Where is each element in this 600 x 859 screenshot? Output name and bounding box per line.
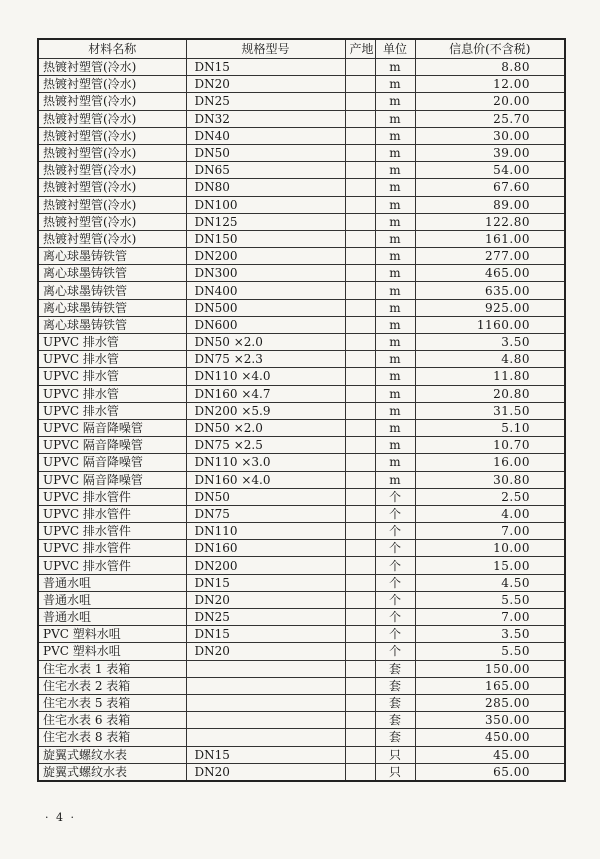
cell-unit: 套 xyxy=(375,694,415,711)
cell-spec: DN500 xyxy=(186,299,345,316)
table-row xyxy=(38,385,565,402)
cell-material-name: UPVC 排水管件 xyxy=(38,505,186,522)
cell-unit: 套 xyxy=(375,677,415,694)
cell-material-name: PVC 塑料水咀 xyxy=(38,626,186,643)
cell-spec: DN110 ×3.0 xyxy=(186,454,345,471)
cell-price: 39.00 xyxy=(415,144,565,161)
cell-price: 15.00 xyxy=(415,557,565,574)
cell-price: 10.70 xyxy=(415,437,565,454)
cell-spec xyxy=(186,694,345,711)
cell-spec: DN80 xyxy=(186,179,345,196)
cell-spec: DN50 xyxy=(186,144,345,161)
table-row xyxy=(38,110,565,127)
cell-spec: DN50 xyxy=(186,488,345,505)
cell-unit: 套 xyxy=(375,660,415,677)
table-row xyxy=(38,437,565,454)
cell-price: 31.50 xyxy=(415,402,565,419)
cell-spec: DN20 xyxy=(186,76,345,93)
table-row xyxy=(38,557,565,574)
table-row xyxy=(38,316,565,333)
table-row xyxy=(38,643,565,660)
cell-unit: m xyxy=(375,471,415,488)
cell-unit: m xyxy=(375,76,415,93)
cell-origin xyxy=(345,660,375,677)
cell-unit: m xyxy=(375,230,415,247)
cell-material-name: 普通水咀 xyxy=(38,609,186,626)
cell-unit: m xyxy=(375,248,415,265)
cell-origin xyxy=(345,694,375,711)
cell-material-name: UPVC 隔音降噪管 xyxy=(38,419,186,436)
table-header-row xyxy=(38,39,565,59)
cell-material-name: 热镀衬塑管(冷水) xyxy=(38,76,186,93)
table-row xyxy=(38,368,565,385)
cell-origin xyxy=(345,488,375,505)
cell-material-name: 热镀衬塑管(冷水) xyxy=(38,179,186,196)
cell-unit: m xyxy=(375,196,415,213)
cell-spec: DN125 xyxy=(186,213,345,230)
cell-origin xyxy=(345,574,375,591)
cell-origin xyxy=(345,179,375,196)
cell-price: 7.00 xyxy=(415,609,565,626)
table-row xyxy=(38,523,565,540)
table-row xyxy=(38,196,565,213)
cell-material-name: UPVC 排水管件 xyxy=(38,488,186,505)
table-row xyxy=(38,763,565,781)
cell-price: 5.10 xyxy=(415,419,565,436)
cell-origin xyxy=(345,351,375,368)
cell-origin xyxy=(345,93,375,110)
cell-unit: m xyxy=(375,368,415,385)
cell-origin xyxy=(345,402,375,419)
cell-origin xyxy=(345,316,375,333)
cell-unit: 个 xyxy=(375,540,415,557)
cell-origin xyxy=(345,505,375,522)
cell-origin xyxy=(345,609,375,626)
table-row xyxy=(38,505,565,522)
table-row xyxy=(38,351,565,368)
cell-spec: DN15 xyxy=(186,59,345,76)
cell-unit: m xyxy=(375,385,415,402)
cell-origin xyxy=(345,76,375,93)
cell-price: 20.00 xyxy=(415,93,565,110)
cell-origin xyxy=(345,162,375,179)
cell-material-name: 热镀衬塑管(冷水) xyxy=(38,110,186,127)
table-row xyxy=(38,540,565,557)
cell-price: 3.50 xyxy=(415,626,565,643)
cell-unit: m xyxy=(375,299,415,316)
cell-material-name: 热镀衬塑管(冷水) xyxy=(38,127,186,144)
cell-origin xyxy=(345,591,375,608)
cell-price: 1160.00 xyxy=(415,316,565,333)
cell-price: 89.00 xyxy=(415,196,565,213)
cell-material-name: 热镀衬塑管(冷水) xyxy=(38,213,186,230)
table-row xyxy=(38,59,565,76)
cell-unit: 只 xyxy=(375,763,415,781)
cell-spec: DN160 ×4.0 xyxy=(186,471,345,488)
cell-origin xyxy=(345,419,375,436)
table-row xyxy=(38,230,565,247)
table-row xyxy=(38,334,565,351)
header-material-name: 材料名称 xyxy=(38,39,186,59)
table-row xyxy=(38,93,565,110)
cell-unit: m xyxy=(375,419,415,436)
cell-origin xyxy=(345,540,375,557)
table-row xyxy=(38,127,565,144)
cell-origin xyxy=(345,385,375,402)
cell-price: 8.80 xyxy=(415,59,565,76)
cell-spec: DN300 xyxy=(186,265,345,282)
cell-price: 30.00 xyxy=(415,127,565,144)
cell-spec: DN400 xyxy=(186,282,345,299)
cell-origin xyxy=(345,454,375,471)
cell-spec: DN50 ×2.0 xyxy=(186,334,345,351)
cell-unit: 个 xyxy=(375,626,415,643)
cell-price: 5.50 xyxy=(415,643,565,660)
cell-spec: DN110 ×4.0 xyxy=(186,368,345,385)
cell-material-name: 离心球墨铸铁管 xyxy=(38,282,186,299)
cell-price: 67.60 xyxy=(415,179,565,196)
cell-material-name: UPVC 排水管件 xyxy=(38,540,186,557)
cell-material-name: UPVC 排水管 xyxy=(38,368,186,385)
cell-unit: 个 xyxy=(375,591,415,608)
cell-spec: DN75 xyxy=(186,505,345,522)
cell-unit: 个 xyxy=(375,643,415,660)
cell-spec xyxy=(186,729,345,746)
cell-unit: 个 xyxy=(375,609,415,626)
cell-material-name: 旋翼式螺纹水表 xyxy=(38,763,186,781)
cell-material-name: 住宅水表 2 表箱 xyxy=(38,677,186,694)
cell-material-name: 离心球墨铸铁管 xyxy=(38,248,186,265)
cell-material-name: 普通水咀 xyxy=(38,591,186,608)
cell-origin xyxy=(345,282,375,299)
cell-unit: m xyxy=(375,265,415,282)
cell-origin xyxy=(345,746,375,763)
cell-material-name: UPVC 排水管 xyxy=(38,334,186,351)
table-row xyxy=(38,694,565,711)
cell-spec xyxy=(186,660,345,677)
header-spec: 规格型号 xyxy=(186,39,345,59)
cell-price: 25.70 xyxy=(415,110,565,127)
cell-unit: 只 xyxy=(375,746,415,763)
cell-material-name: UPVC 排水管 xyxy=(38,385,186,402)
cell-price: 2.50 xyxy=(415,488,565,505)
cell-material-name: 住宅水表 6 表箱 xyxy=(38,712,186,729)
price-table xyxy=(37,38,566,782)
cell-price: 10.00 xyxy=(415,540,565,557)
table-row xyxy=(38,76,565,93)
cell-origin xyxy=(345,230,375,247)
cell-spec: DN15 xyxy=(186,574,345,591)
cell-spec xyxy=(186,712,345,729)
table-row xyxy=(38,591,565,608)
cell-origin xyxy=(345,144,375,161)
cell-price: 3.50 xyxy=(415,334,565,351)
cell-material-name: 住宅水表 1 表箱 xyxy=(38,660,186,677)
cell-material-name: UPVC 排水管 xyxy=(38,402,186,419)
header-price: 信息价(不含税) xyxy=(415,39,565,59)
table-row xyxy=(38,179,565,196)
cell-price: 20.80 xyxy=(415,385,565,402)
cell-spec: DN200 ×5.9 xyxy=(186,402,345,419)
cell-unit: 套 xyxy=(375,712,415,729)
cell-unit: m xyxy=(375,127,415,144)
cell-material-name: 离心球墨铸铁管 xyxy=(38,265,186,282)
table-row xyxy=(38,265,565,282)
table-row xyxy=(38,574,565,591)
cell-price: 161.00 xyxy=(415,230,565,247)
cell-price: 65.00 xyxy=(415,763,565,781)
cell-origin xyxy=(345,763,375,781)
table-row xyxy=(38,419,565,436)
cell-material-name: PVC 塑料水咀 xyxy=(38,643,186,660)
table-row xyxy=(38,471,565,488)
table-row xyxy=(38,712,565,729)
cell-origin xyxy=(345,712,375,729)
cell-spec: DN20 xyxy=(186,591,345,608)
cell-material-name: UPVC 隔音降噪管 xyxy=(38,471,186,488)
cell-unit: m xyxy=(375,144,415,161)
cell-material-name: 住宅水表 8 表箱 xyxy=(38,729,186,746)
cell-price: 30.80 xyxy=(415,471,565,488)
cell-unit: m xyxy=(375,316,415,333)
cell-origin xyxy=(345,213,375,230)
cell-price: 12.00 xyxy=(415,76,565,93)
cell-unit: 个 xyxy=(375,523,415,540)
cell-spec: DN15 xyxy=(186,626,345,643)
cell-spec: DN75 ×2.3 xyxy=(186,351,345,368)
table-row xyxy=(38,746,565,763)
table-row xyxy=(38,248,565,265)
table-row xyxy=(38,454,565,471)
cell-price: 165.00 xyxy=(415,677,565,694)
table-row xyxy=(38,213,565,230)
cell-material-name: 热镀衬塑管(冷水) xyxy=(38,196,186,213)
cell-unit: m xyxy=(375,110,415,127)
cell-spec: DN40 xyxy=(186,127,345,144)
table-row xyxy=(38,488,565,505)
cell-origin xyxy=(345,471,375,488)
cell-unit: m xyxy=(375,437,415,454)
cell-origin xyxy=(345,59,375,76)
cell-unit: 个 xyxy=(375,557,415,574)
table-row xyxy=(38,299,565,316)
cell-price: 635.00 xyxy=(415,282,565,299)
cell-price: 45.00 xyxy=(415,746,565,763)
cell-origin xyxy=(345,523,375,540)
cell-unit: m xyxy=(375,59,415,76)
cell-spec xyxy=(186,677,345,694)
cell-unit: 套 xyxy=(375,729,415,746)
cell-material-name: 离心球墨铸铁管 xyxy=(38,316,186,333)
cell-origin xyxy=(345,626,375,643)
cell-unit: m xyxy=(375,351,415,368)
table-row xyxy=(38,729,565,746)
cell-origin xyxy=(345,248,375,265)
cell-spec: DN110 xyxy=(186,523,345,540)
cell-unit: m xyxy=(375,213,415,230)
cell-material-name: UPVC 排水管件 xyxy=(38,523,186,540)
cell-material-name: UPVC 隔音降噪管 xyxy=(38,454,186,471)
cell-material-name: 热镀衬塑管(冷水) xyxy=(38,93,186,110)
cell-unit: m xyxy=(375,334,415,351)
cell-material-name: 热镀衬塑管(冷水) xyxy=(38,230,186,247)
cell-origin xyxy=(345,127,375,144)
cell-unit: m xyxy=(375,179,415,196)
cell-spec: DN20 xyxy=(186,763,345,781)
cell-origin xyxy=(345,368,375,385)
cell-price: 4.00 xyxy=(415,505,565,522)
cell-unit: 个 xyxy=(375,488,415,505)
cell-price: 450.00 xyxy=(415,729,565,746)
cell-spec: DN160 xyxy=(186,540,345,557)
cell-price: 150.00 xyxy=(415,660,565,677)
cell-origin xyxy=(345,265,375,282)
cell-material-name: 离心球墨铸铁管 xyxy=(38,299,186,316)
cell-unit: m xyxy=(375,282,415,299)
cell-spec: DN200 xyxy=(186,248,345,265)
table-row xyxy=(38,609,565,626)
cell-price: 4.80 xyxy=(415,351,565,368)
cell-price: 5.50 xyxy=(415,591,565,608)
cell-spec: DN600 xyxy=(186,316,345,333)
cell-spec: DN150 xyxy=(186,230,345,247)
cell-price: 11.80 xyxy=(415,368,565,385)
cell-spec: DN25 xyxy=(186,93,345,110)
cell-origin xyxy=(345,334,375,351)
table-row xyxy=(38,144,565,161)
cell-spec: DN65 xyxy=(186,162,345,179)
header-origin: 产地 xyxy=(345,39,375,59)
cell-price: 16.00 xyxy=(415,454,565,471)
table-row xyxy=(38,660,565,677)
cell-price: 277.00 xyxy=(415,248,565,265)
cell-price: 7.00 xyxy=(415,523,565,540)
cell-spec: DN15 xyxy=(186,746,345,763)
cell-material-name: 热镀衬塑管(冷水) xyxy=(38,144,186,161)
cell-price: 350.00 xyxy=(415,712,565,729)
cell-unit: 个 xyxy=(375,505,415,522)
cell-origin xyxy=(345,437,375,454)
cell-material-name: UPVC 隔音降噪管 xyxy=(38,437,186,454)
cell-unit: m xyxy=(375,454,415,471)
cell-origin xyxy=(345,557,375,574)
cell-spec: DN200 xyxy=(186,557,345,574)
cell-price: 122.80 xyxy=(415,213,565,230)
cell-origin xyxy=(345,643,375,660)
header-unit: 单位 xyxy=(375,39,415,59)
cell-unit: m xyxy=(375,93,415,110)
cell-material-name: UPVC 排水管 xyxy=(38,351,186,368)
cell-material-name: UPVC 排水管件 xyxy=(38,557,186,574)
cell-material-name: 热镀衬塑管(冷水) xyxy=(38,162,186,179)
cell-spec: DN25 xyxy=(186,609,345,626)
cell-spec: DN75 ×2.5 xyxy=(186,437,345,454)
table-row xyxy=(38,677,565,694)
cell-material-name: 普通水咀 xyxy=(38,574,186,591)
cell-spec: DN160 ×4.7 xyxy=(186,385,345,402)
cell-spec: DN50 ×2.0 xyxy=(186,419,345,436)
page-number: · 4 · xyxy=(45,811,76,824)
cell-origin xyxy=(345,196,375,213)
table-row xyxy=(38,626,565,643)
cell-origin xyxy=(345,729,375,746)
cell-material-name: 住宅水表 5 表箱 xyxy=(38,694,186,711)
cell-unit: 个 xyxy=(375,574,415,591)
cell-spec: DN100 xyxy=(186,196,345,213)
table-row xyxy=(38,402,565,419)
cell-origin xyxy=(345,110,375,127)
cell-material-name: 热镀衬塑管(冷水) xyxy=(38,59,186,76)
cell-price: 285.00 xyxy=(415,694,565,711)
cell-material-name: 旋翼式螺纹水表 xyxy=(38,746,186,763)
cell-origin xyxy=(345,677,375,694)
cell-unit: m xyxy=(375,402,415,419)
cell-unit: m xyxy=(375,162,415,179)
table-row xyxy=(38,162,565,179)
cell-spec: DN32 xyxy=(186,110,345,127)
cell-spec: DN20 xyxy=(186,643,345,660)
cell-price: 925.00 xyxy=(415,299,565,316)
cell-price: 465.00 xyxy=(415,265,565,282)
cell-price: 4.50 xyxy=(415,574,565,591)
cell-origin xyxy=(345,299,375,316)
table-row xyxy=(38,282,565,299)
cell-price: 54.00 xyxy=(415,162,565,179)
